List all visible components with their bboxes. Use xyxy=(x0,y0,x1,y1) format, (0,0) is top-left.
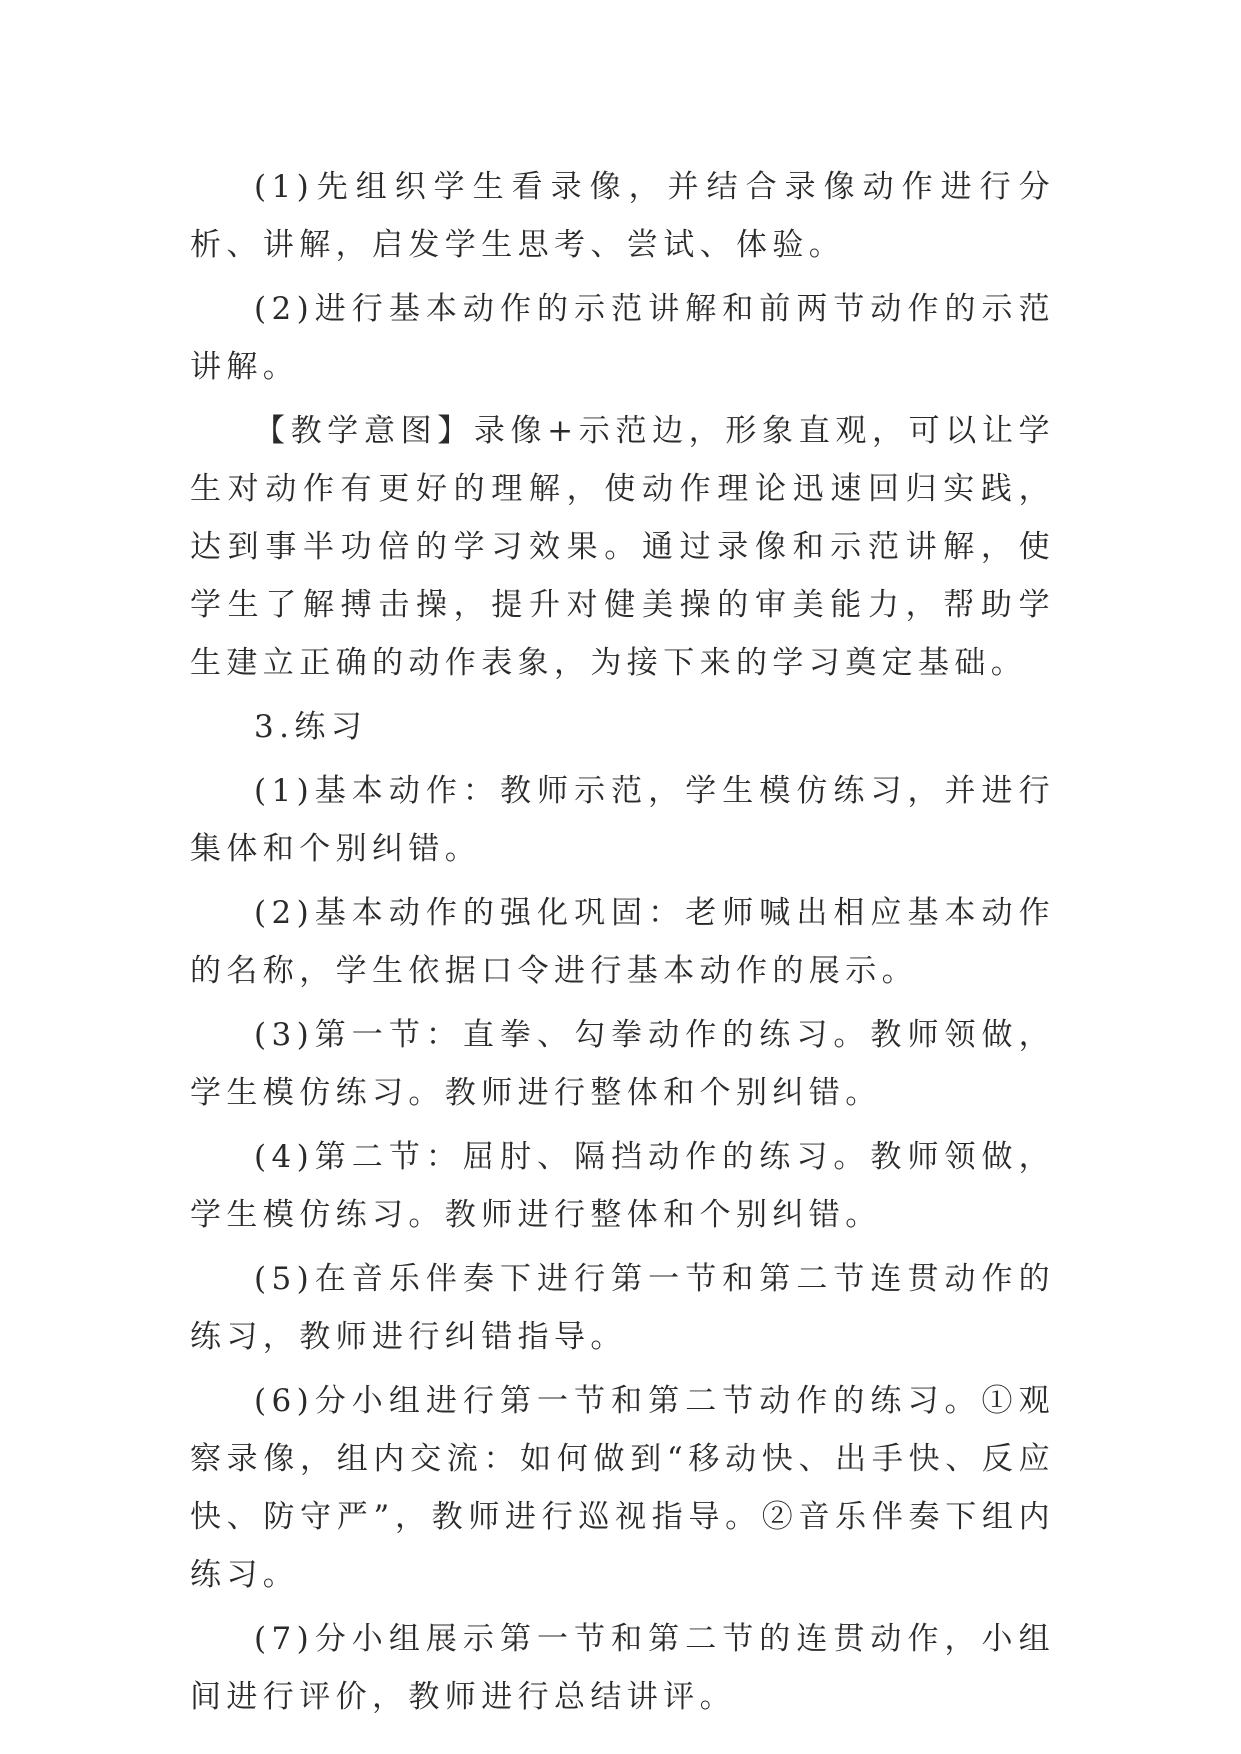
paragraph-step-2-demo: (2)进行基本动作的示范讲解和前两节动作的示范讲解。 xyxy=(190,291,1055,385)
paragraph-practice-5: (5)在音乐伴奏下进行第一节和第二节连贯动作的练习，教师进行纠错指导。 xyxy=(190,1261,1055,1355)
paragraph-practice-2: (2)基本动作的强化巩固：老师喊出相应基本动作的名称，学生依据口令进行基本动作的展示。 xyxy=(190,895,1055,989)
document-body xyxy=(190,158,1055,1732)
paragraph-practice-3: (3)第一节：直拳、勾拳动作的练习。教师领做，学生模仿练习。教师进行整体和个别纠错。 xyxy=(190,1017,1055,1111)
paragraph-step-1-video: (1)先组织学生看录像，并结合录像动作进行分析、讲解，启发学生思考、尝试、体验。 xyxy=(190,169,1055,263)
section-heading-practice: 3.练习 xyxy=(254,709,368,745)
paragraph-practice-4: (4)第二节：屈肘、隔挡动作的练习。教师领做，学生模仿练习。教师进行整体和个别纠错。 xyxy=(190,1139,1055,1233)
paragraph-teaching-intent: 【教学意图】录像+示范边，形象直观，可以让学生对动作有更好的理解，使动作理论迅速回归实践，达到事半功倍的学习效果。通过录像和示范讲解，使学生了解搏击操，提升对健美操的审美能力，帮助学生建立正确的动作表象，为接下来的学习奠定基础。 xyxy=(190,413,1055,681)
paragraph-practice-1: (1)基本动作：教师示范，学生模仿练习，并进行集体和个别纠错。 xyxy=(190,773,1055,867)
paragraph-practice-6: (6)分小组进行第一节和第二节动作的练习。①观察录像，组内交流：如何做到“移动快、出手快、反应快、防守严”，教师进行巡视指导。②音乐伴奏下组内练习。 xyxy=(190,1383,1055,1593)
paragraph-practice-7: (7)分小组展示第一节和第二节的连贯动作，小组间进行评价，教师进行总结讲评。 xyxy=(190,1621,1055,1715)
